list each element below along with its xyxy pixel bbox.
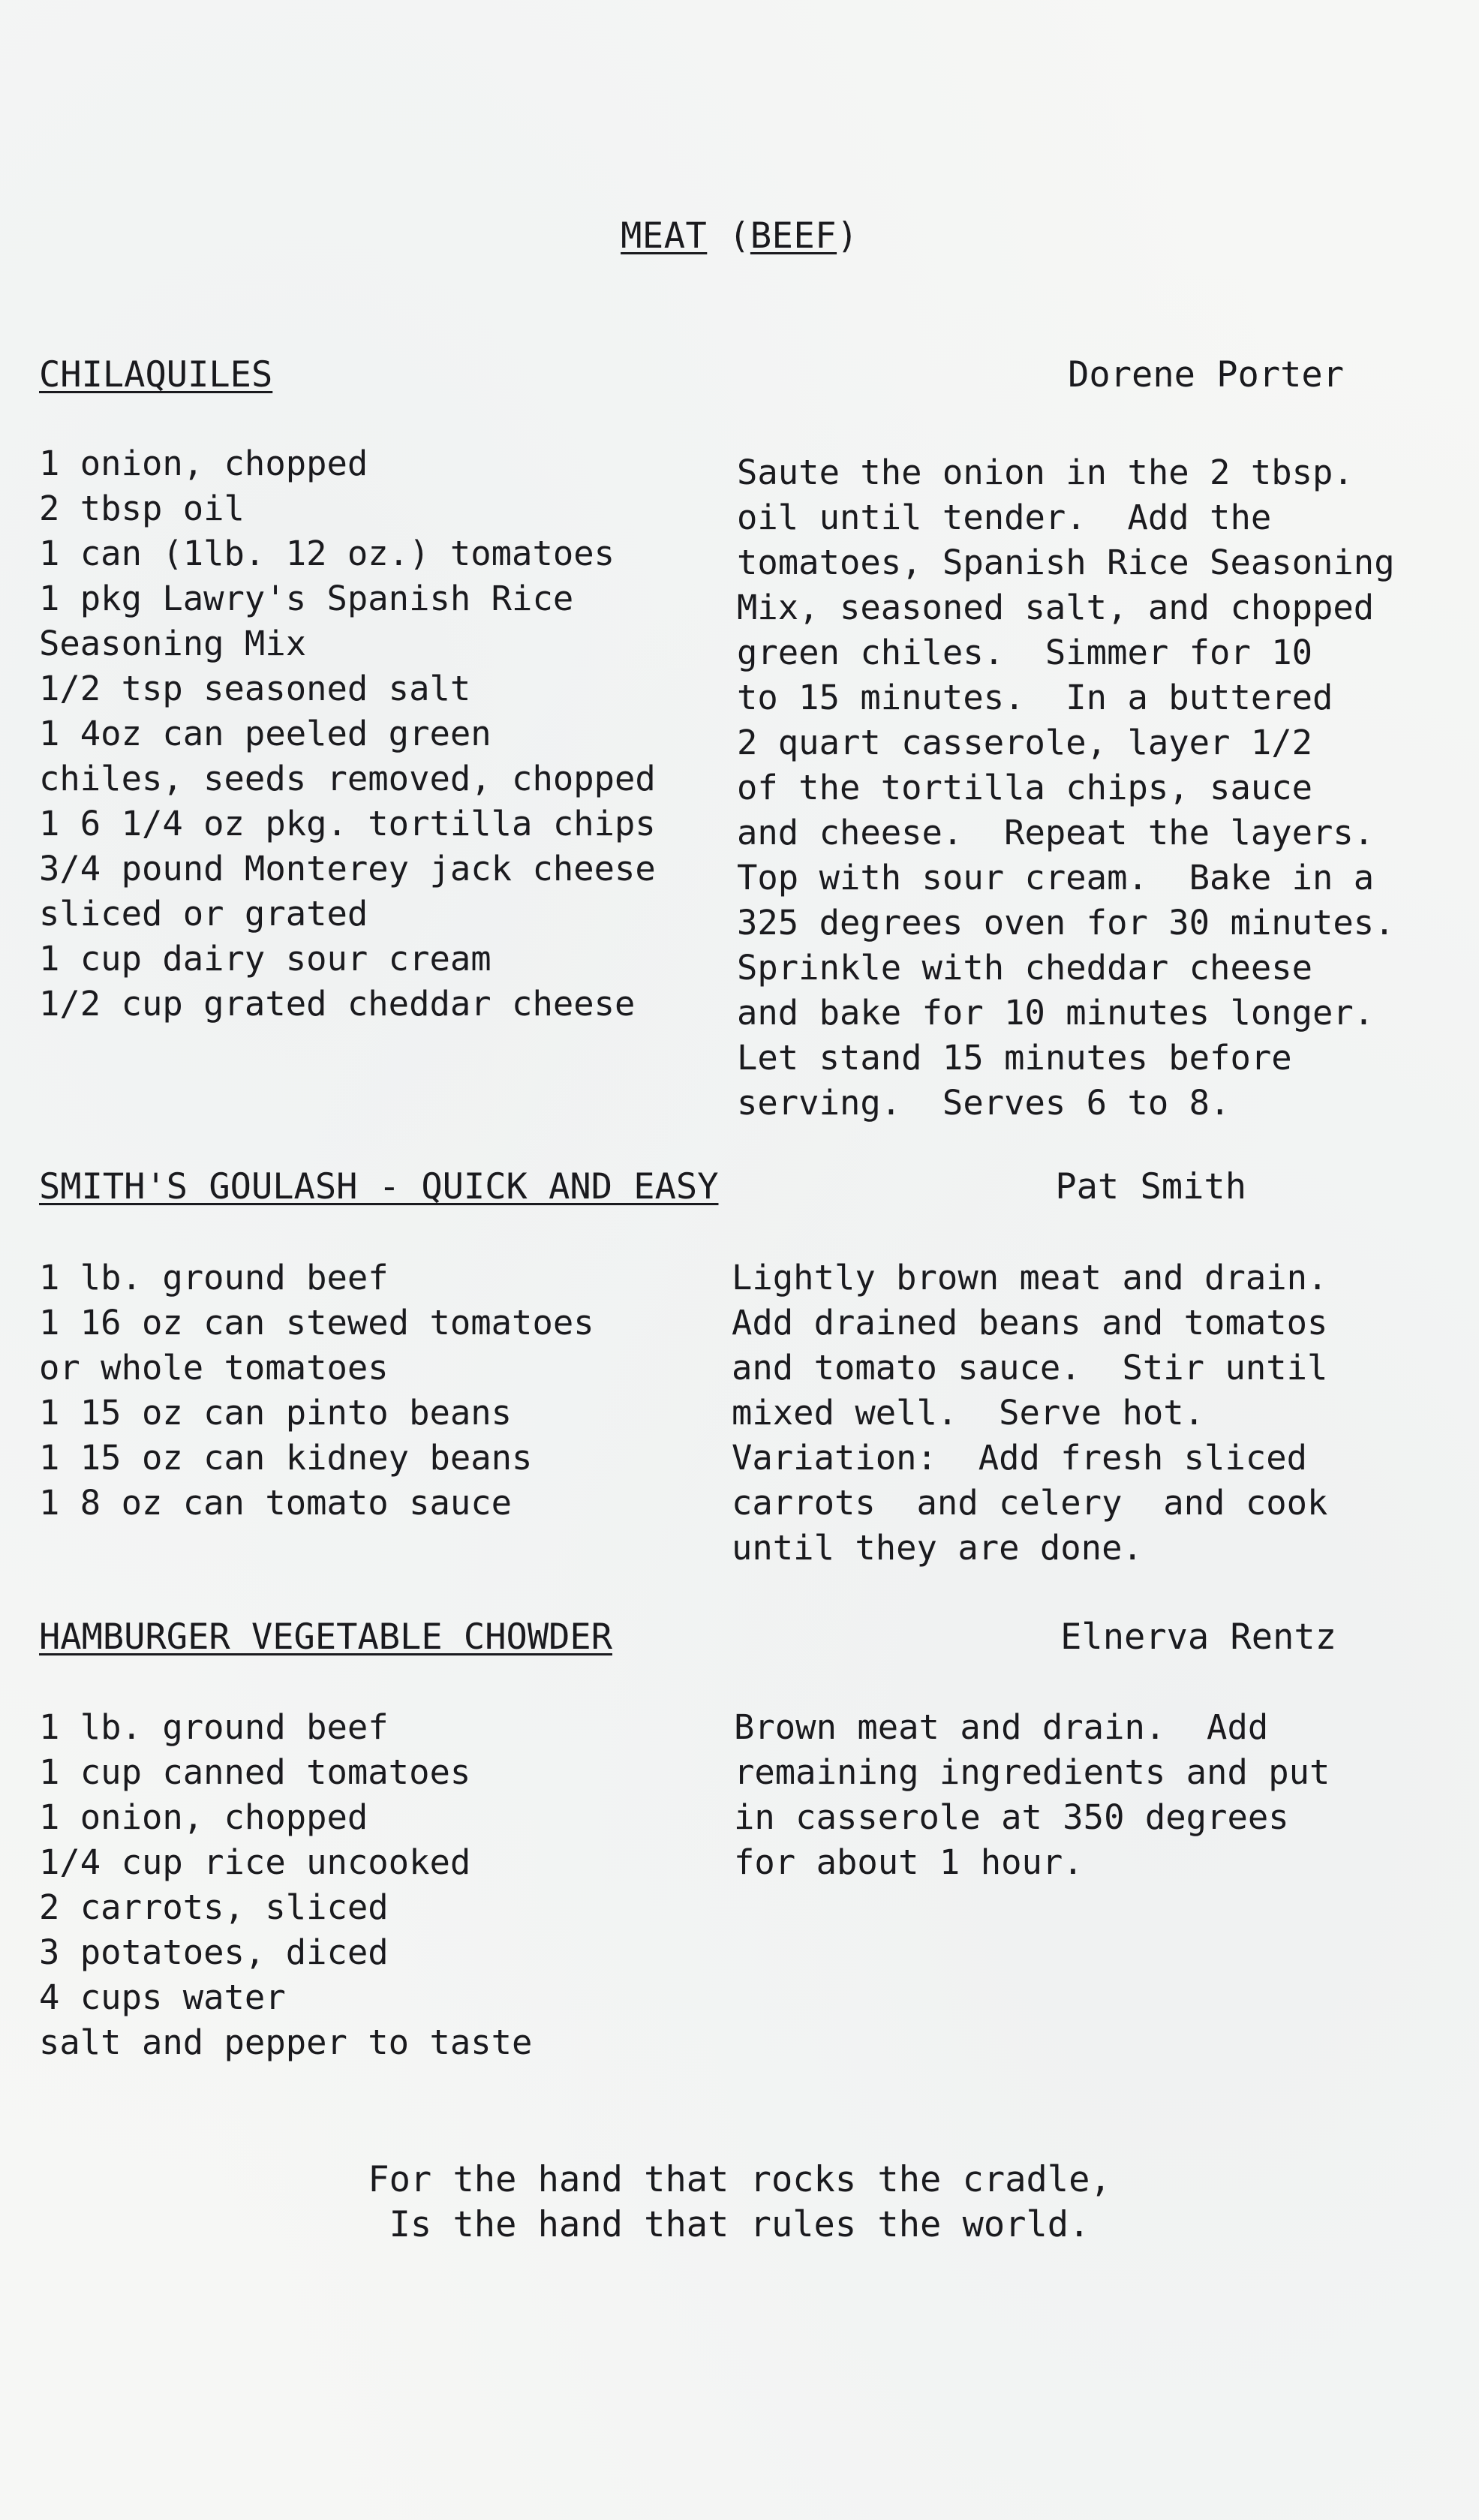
direction-line: in casserole at 350 degrees xyxy=(734,1797,1289,1837)
ingredient-line: salt and pepper to taste xyxy=(39,2022,533,2062)
direction-line: Top with sour cream. Bake in a xyxy=(737,858,1375,898)
ingredient-line: 1 lb. ground beef xyxy=(39,1707,389,1747)
direction-line: Sprinkle with cheddar cheese xyxy=(737,948,1313,988)
recipe-author-chilaquiles: Dorene Porter xyxy=(1068,354,1344,395)
ingredient-line: or whole tomatoes xyxy=(39,1348,389,1388)
ingredient-line: 1 cup dairy sour cream xyxy=(39,939,491,979)
ingredients-list-smiths-goulash xyxy=(39,1255,722,1526)
ingredient-line: 1 can (1lb. 12 oz.) tomatoes xyxy=(39,534,615,573)
ingredient-line: 2 carrots, sliced xyxy=(39,1887,389,1927)
direction-line: and cheese. Repeat the layers. xyxy=(737,813,1375,853)
page-title: MEAT (BEEF) xyxy=(621,215,858,257)
ingredient-line: 1 pkg Lawry's Spanish Rice xyxy=(39,579,574,618)
direction-line: Brown meat and drain. Add xyxy=(734,1707,1269,1747)
directions-list-hamburger-vegetable-chowder xyxy=(734,1705,1454,1885)
direction-line: and bake for 10 minutes longer. xyxy=(737,993,1375,1033)
direction-line: mixed well. Serve hot. xyxy=(732,1393,1205,1433)
ingredient-line: 4 cups water xyxy=(39,1977,286,2017)
direction-line: and tomato sauce. Stir until xyxy=(732,1348,1328,1388)
direction-line: of the tortilla chips, sauce xyxy=(737,768,1313,807)
direction-line: carrots and celery and cook xyxy=(732,1483,1328,1523)
ingredient-line: 1 onion, chopped xyxy=(39,444,368,483)
ingredient-line: 1 onion, chopped xyxy=(39,1797,368,1837)
direction-line: tomatoes, Spanish Rice Seasoning xyxy=(737,543,1395,582)
recipe-title-chilaquiles: CHILAQUILES xyxy=(39,354,273,395)
ingredient-line: 1 lb. ground beef xyxy=(39,1258,389,1298)
directions-list-chilaquiles xyxy=(737,450,1457,1126)
ingredient-line: 1 15 oz can pinto beans xyxy=(39,1393,513,1433)
direction-line: until they are done. xyxy=(732,1528,1143,1568)
direction-line: for about 1 hour. xyxy=(734,1842,1084,1882)
recipe-author-smiths-goulash: Pat Smith xyxy=(1055,1166,1246,1207)
page-title-meat: MEAT xyxy=(621,215,708,257)
recipe-title-smiths-goulash: SMITH'S GOULASH - QUICK AND EASY xyxy=(39,1166,719,1207)
ingredient-line: 2 tbsp oil xyxy=(39,489,245,528)
direction-line: 325 degrees oven for 30 minutes. xyxy=(737,903,1395,943)
ingredients-list-chilaquiles xyxy=(39,441,722,1027)
direction-line: remaining ingredients and put xyxy=(734,1752,1330,1792)
ingredient-line: 1 15 oz can kidney beans xyxy=(39,1438,533,1478)
direction-line: green chiles. Simmer for 10 xyxy=(737,633,1313,672)
ingredient-line: 1 6 1/4 oz pkg. tortilla chips xyxy=(39,804,656,844)
direction-line: Variation: Add fresh sliced xyxy=(732,1438,1308,1478)
direction-line: to 15 minutes. In a buttered xyxy=(737,678,1333,717)
direction-line: Add drained beans and tomatos xyxy=(732,1303,1328,1343)
directions-list-smiths-goulash xyxy=(732,1255,1452,1571)
ingredient-line: 1 4oz can peeled green xyxy=(39,714,491,753)
recipe-author-hamburger-vegetable-chowder: Elnerva Rentz xyxy=(1060,1616,1336,1658)
ingredient-line: 3/4 pound Monterey jack cheese xyxy=(39,849,656,889)
quote-line-2: Is the hand that rules the world. xyxy=(389,2204,1090,2245)
closing-quote xyxy=(0,2158,1479,2248)
ingredient-line: 1/2 tsp seasoned salt xyxy=(39,669,471,708)
direction-line: 2 quart casserole, layer 1/2 xyxy=(737,723,1313,762)
recipe-title-hamburger-vegetable-chowder: HAMBURGER VEGETABLE CHOWDER xyxy=(39,1616,613,1658)
ingredient-line: 1/4 cup rice uncooked xyxy=(39,1842,471,1882)
direction-line: Saute the onion in the 2 tbsp. xyxy=(737,453,1354,492)
direction-line: oil until tender. Add the xyxy=(737,498,1272,537)
ingredient-line: Seasoning Mix xyxy=(39,624,307,663)
ingredient-line: 1 cup canned tomatoes xyxy=(39,1752,471,1792)
ingredient-line: 1/2 cup grated cheddar cheese xyxy=(39,984,636,1024)
direction-line: Let stand 15 minutes before xyxy=(737,1038,1292,1078)
page-title-beef: BEEF xyxy=(750,215,837,257)
direction-line: Mix, seasoned salt, and chopped xyxy=(737,588,1375,627)
ingredients-list-hamburger-vegetable-chowder xyxy=(39,1705,722,2065)
direction-line: Lightly brown meat and drain. xyxy=(732,1258,1328,1298)
quote-line-1: For the hand that rocks the cradle, xyxy=(368,2159,1111,2200)
ingredient-line: 1 16 oz can stewed tomatoes xyxy=(39,1303,594,1343)
direction-line: serving. Serves 6 to 8. xyxy=(737,1083,1231,1123)
ingredient-line: 3 potatoes, diced xyxy=(39,1932,389,1972)
ingredient-line: sliced or grated xyxy=(39,894,368,934)
ingredient-line: 1 8 oz can tomato sauce xyxy=(39,1483,513,1523)
ingredient-line: chiles, seeds removed, chopped xyxy=(39,759,656,798)
